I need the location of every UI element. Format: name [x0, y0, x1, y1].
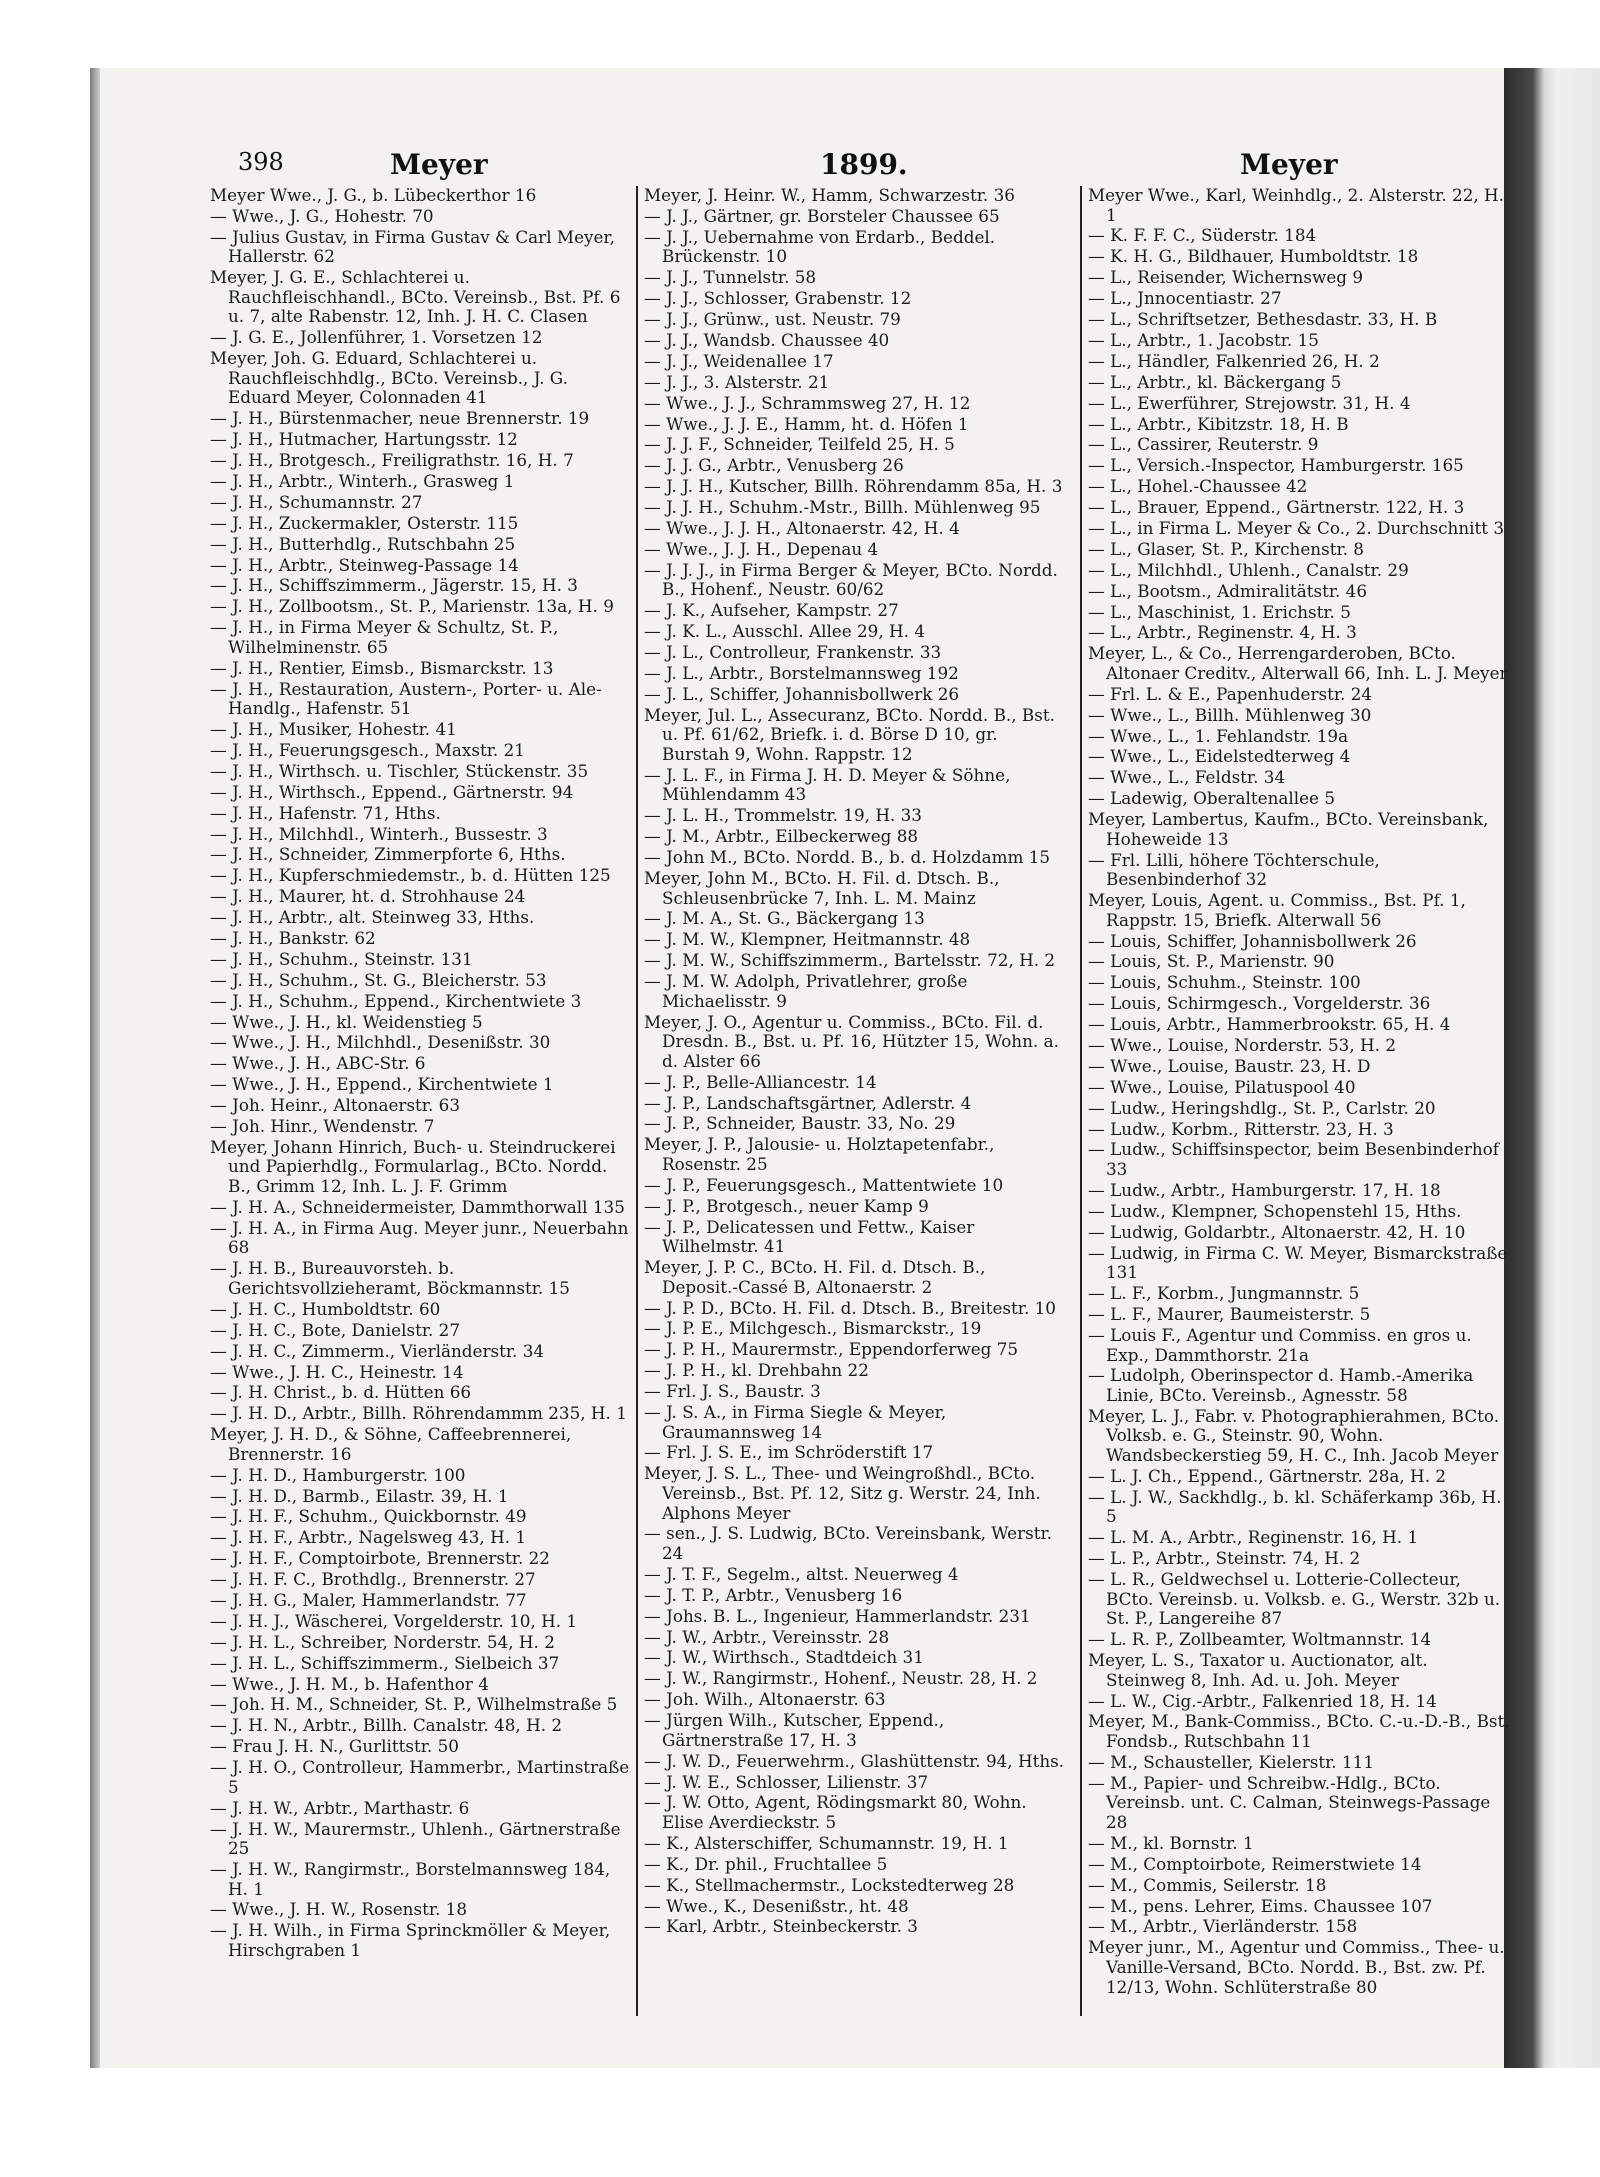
directory-entry: — J. L. H., Trommelstr. 19, H. 33: [644, 805, 922, 826]
directory-entry: — J. J., Gärtner, gr. Borsteler Chaussee 65: [644, 205, 1000, 226]
directory-entry: — J. P. H., Maurermstr., Eppendorferweg 75: [644, 1339, 1019, 1360]
directory-entry: — Wwe., K., Desenißstr., ht. 48: [644, 1895, 909, 1916]
directory-entry: — J. L. F., in Firma J. H. D. Meyer & Söhne, Mühlendamm 43: [644, 764, 1011, 805]
column-divider: [636, 186, 638, 2016]
directory-entry: — J. P. D., BCto. H. Fil. d. Dtsch. B., Breitestr. 10: [644, 1297, 1056, 1318]
directory-entry: — J. P., Landschaftsgärtner, Adlerstr. 4: [644, 1092, 972, 1113]
directory-entry: — L. J. Ch., Eppend., Gärtnerstr. 28a, H. 2: [1088, 1465, 1447, 1486]
directory-entry: Meyer, J. Heinr. W., Hamm, Schwarzestr. 36: [644, 185, 1015, 205]
directory-entry: — J. H. G., Maler, Hammerlandstr. 77: [210, 1590, 527, 1610]
directory-entry: — J. K. L., Ausschl. Allee 29, H. 4: [644, 621, 926, 642]
directory-entry: Meyer, Joh. G. Eduard, Schlachterei u. Rauchfleischhdlg., BCto. Vereinsb., J. G. Eduard Meyer, Colonnaden 41: [210, 348, 568, 408]
directory-entry: — Frl. L. & E., Papenhuderstr. 24: [1088, 683, 1373, 704]
directory-entry: — J. H. F. C., Brothdlg., Brennerstr. 27: [210, 1569, 536, 1590]
directory-entry: — J. W. D., Feuerwehrm., Glashüttenstr. 94, Hths.: [644, 1750, 1065, 1771]
directory-entry: — Jürgen Wilh., Kutscher, Eppend., Gärtnerstraße 17, H. 3: [644, 1710, 945, 1750]
directory-entry: — L., Arbtr., 1. Jacobstr. 15: [1088, 329, 1319, 350]
directory-entry: — Wwe., J. H., Milchhdl., Desenißstr. 30: [210, 1032, 551, 1053]
directory-entry: — Louis, Arbtr., Hammerbrookstr. 65, H. 4: [1088, 1014, 1451, 1035]
directory-entry: — J. H., Hafenstr. 71, Hths.: [210, 802, 441, 823]
directory-entry: — Wwe., J. H., kl. Weidenstieg 5: [210, 1011, 483, 1032]
directory-entry: — M., Comptoirbote, Reimerstwiete 14: [1088, 1853, 1422, 1874]
directory-entry: — K., Dr. phil., Fruchtallee 5: [644, 1853, 888, 1874]
directory-entry: — Wwe., L., Billh. Mühlenweg 30: [1088, 704, 1372, 725]
directory-entry: — J. P., Feuerungsgesch., Mattentwiete 10: [644, 1174, 1004, 1195]
directory-entry: — L. M. A., Arbtr., Reginenstr. 16, H. 1: [1088, 1527, 1419, 1548]
directory-entry: — L., Jnnocentiastr. 27: [1088, 288, 1282, 309]
directory-entry: — J. H., Rentier, Eimsb., Bismarckstr. 13: [210, 657, 554, 678]
directory-entry: — K., Alsterschiffer, Schumannstr. 19, H. 1: [644, 1832, 1009, 1853]
directory-entry: — Joh. H. M., Schneider, St. P., Wilhelmstraße 5: [210, 1694, 618, 1715]
directory-entry: — J. H. C., Humboldtstr. 60: [210, 1298, 441, 1319]
directory-entry: — Julius Gustav, in Firma Gustav & Carl Meyer, Hallerstr. 62: [210, 226, 615, 267]
directory-entry: — Louis, Schuhm., Steinstr. 100: [1088, 972, 1361, 993]
directory-entry: — J. J. G., Arbtr., Venusberg 26: [644, 455, 904, 476]
directory-entry: — Ludw., Korbm., Ritterstr. 23, H. 3: [1088, 1118, 1394, 1139]
directory-entry: — J. H., Bankstr. 62: [210, 927, 376, 948]
directory-entry: — L. P., Arbtr., Steinstr. 74, H. 2: [1088, 1548, 1361, 1569]
directory-entry: — J. J. J., in Firma Berger & Meyer, BCto. Nordd. B., Hohenf., Neustr. 60/62: [644, 559, 1058, 600]
directory-entry: — Louis F., Agentur und Commiss. en gros u. Exp., Dammthorstr. 21a: [1088, 1324, 1472, 1365]
directory-entry: — L., Glaser, St. P., Kirchenstr. 8: [1088, 538, 1364, 559]
directory-entry: — M., Commis, Seilerstr. 18: [1088, 1874, 1327, 1895]
directory-entry: — J. L., Arbtr., Borstelmannsweg 192: [644, 662, 959, 683]
directory-entry: — J. M., Arbtr., Eilbeckerweg 88: [644, 826, 919, 847]
directory-entry: — J. J., Tunnelstr. 58: [644, 267, 817, 288]
directory-entry: — J. H., Arbtr., Winterh., Grasweg 1: [210, 470, 515, 491]
directory-entry: — J. J., Wandsb. Chaussee 40: [644, 329, 890, 350]
directory-entry: — J. H. J., Wäscherei, Vorgelderstr. 10, H. 1: [210, 1610, 578, 1631]
directory-entry: — J. J. F., Schneider, Teilfeld 25, H. 5: [644, 434, 955, 455]
directory-entry: — J. W., Rangirmstr., Hohenf., Neustr. 28, H. 2: [644, 1668, 1038, 1689]
directory-entry: — J. H., Bürstenmacher, neue Brennerstr. 19: [210, 408, 590, 429]
page-curl: [1504, 68, 1600, 2068]
directory-entry: — J. G. E., Jollenführer, 1. Vorsetzen 12: [210, 327, 543, 348]
directory-entry: Meyer, John M., BCto. H. Fil. d. Dtsch. B., Schleusenbrücke 7, Inh. L. M. Mainz: [644, 867, 1000, 908]
directory-entry: — J. P. H., kl. Drehbahn 22: [644, 1360, 869, 1381]
directory-entry: — J. H., Schuhm., St. G., Bleicherstr. 53: [210, 969, 547, 990]
directory-entry: — J. H. N., Arbtr., Billh. Canalstr. 48, H. 2: [210, 1715, 563, 1736]
directory-entry: — L., Arbtr., Reginenstr. 4, H. 3: [1088, 622, 1357, 643]
directory-entry: — J. H., Schiffszimmerm., Jägerstr. 15, H. 3: [210, 575, 578, 596]
directory-entry: — L., Maschinist, 1. Erichstr. 5: [1088, 601, 1351, 622]
directory-entry: — J. L., Controlleur, Frankenstr. 33: [644, 642, 942, 662]
directory-entry: — Wwe., Louise, Baustr. 23, H. D: [1088, 1055, 1371, 1076]
directory-entry: Meyer Wwe., J. G., b. Lübeckerthor 16: [210, 185, 537, 205]
directory-entry: — J. H. W., Rangirmstr., Borstelmannsweg 184, H. 1: [210, 1858, 611, 1899]
directory-entry: — J. W., Wirthsch., Stadtdeich 31: [644, 1647, 924, 1668]
directory-column-2: [644, 186, 1066, 1938]
directory-entry: — L. F., Korbm., Jungmannstr. 5: [1088, 1283, 1360, 1304]
directory-entry: — Wwe., L., Feldstr. 34: [1088, 767, 1286, 788]
directory-entry: — J. J., Grünw., ust. Neustr. 79: [644, 309, 901, 330]
directory-entry: Meyer, J. H. D., & Söhne, Caffeebrennerei, Brennerstr. 16: [210, 1424, 572, 1464]
directory-entry: — Wwe., J. J., Schrammsweg 27, H. 12: [644, 392, 971, 413]
directory-entry: — J. M. W., Schiffszimmerm., Bartelsstr. 72, H. 2: [644, 950, 1056, 971]
directory-entry: — L., Brauer, Eppend., Gärtnerstr. 122, H. 3: [1088, 497, 1465, 518]
directory-entry: — Ludw., Klempner, Schopenstehl 15, Hths.: [1088, 1200, 1462, 1221]
directory-entry: Meyer, Lambertus, Kaufm., BCto. Vereinsbank, Hoheweide 13: [1088, 809, 1489, 849]
directory-entry: — Frau J. H. N., Gurlittstr. 50: [210, 1736, 459, 1757]
directory-entry: Meyer, Johann Hinrich, Buch- u. Steindruckerei und Papierhdlg., Formularlag., BCto. Nordd. B., Grimm 12, Inh. L. J. F. Grimm: [210, 1136, 616, 1197]
directory-entry: — J. H. A., in Firma Aug. Meyer junr., Neuerbahn 68: [210, 1217, 629, 1258]
directory-entry: — K. H. G., Bildhauer, Humboldtstr. 18: [1088, 246, 1419, 267]
directory-entry: — Wwe., J. G., Hohestr. 70: [210, 205, 434, 226]
directory-entry: — L., Bootsm., Admiralitätstr. 46: [1088, 580, 1368, 601]
directory-entry: Meyer, L., & Co., Herrengarderoben, BCto. Altonaer Creditv., Alterwall 66, Inh. L. J. Meyer: [1088, 643, 1508, 683]
directory-entry: — M., pens. Lehrer, Eims. Chaussee 107: [1088, 1895, 1433, 1916]
directory-entry: — J. H., Wirthsch., Eppend., Gärtnerstr. 94: [210, 781, 574, 802]
directory-entry: — J. W. E., Schlosser, Lilienstr. 37: [644, 1771, 929, 1792]
directory-entry: — M., Papier- und Schreibw.-Hdlg., BCto. Vereinsb. unt. C. Calman, Steinwegs-Passage 28: [1088, 1772, 1491, 1833]
directory-entry: Meyer, M., Bank-Commiss., BCto. C.-u.-D.-B., Bst. Fondsb., Rutschbahn 11: [1088, 1711, 1510, 1752]
directory-entry: — J. M. W., Klempner, Heitmannstr. 48: [644, 929, 971, 950]
directory-entry: — J. K., Aufseher, Kampstr. 27: [644, 600, 899, 621]
directory-entry: — J. H. W., Maurermstr., Uhlenh., Gärtnerstraße 25: [210, 1818, 621, 1859]
directory-entry: Meyer, J. P. C., BCto. H. Fil. d. Dtsch. B., Deposit.-Cassé B, Altonaerstr. 2: [644, 1257, 986, 1297]
directory-entry: — J. J. H., Schuhm.-Mstr., Billh. Mühlenweg 95: [644, 497, 1041, 518]
directory-entry: — L., Arbtr., kl. Bäckergang 5: [1088, 371, 1342, 392]
directory-entry: — J. H. D., Barmb., Eilastr. 39, H. 1: [210, 1485, 509, 1506]
directory-entry: — L. R., Geldwechsel u. Lotterie-Collecteur, BCto. Vereinsb. u. Volksb. e. G., Werstr. 32b u. St. P., Langereihe 87: [1088, 1569, 1501, 1629]
directory-entry: — J. W. Otto, Agent, Rödingsmarkt 80, Wohn. Elise Averdieckstr. 5: [644, 1792, 1027, 1833]
directory-entry: — Joh. Hinr., Wendenstr. 7: [210, 1116, 435, 1136]
directory-entry: — J. H., Kupferschmiedemstr., b. d. Hütten 125: [210, 865, 611, 886]
directory-entry: — Wwe., L., Eidelstedterweg 4: [1088, 746, 1351, 767]
directory-entry: — J. H., Musiker, Hohestr. 41: [210, 719, 457, 740]
directory-entry: Meyer, Louis, Agent. u. Commiss., Bst. Pf. 1, Rappstr. 15, Briefk. Alterwall 56: [1088, 890, 1466, 930]
directory-entry: — J. H. A., Schneidermeister, Dammthorwall 135: [210, 1196, 625, 1217]
directory-entry: — Ludw., Heringshdlg., St. P., Carlstr. 20: [1088, 1097, 1436, 1118]
directory-column-1: [210, 186, 632, 1962]
directory-entry: — L., Reisender, Wichernsweg 9: [1088, 267, 1364, 288]
directory-entry: — J. L., Schiffer, Johannisbollwerk 26: [644, 683, 960, 704]
directory-entry: — J. H. Wilh., in Firma Sprinckmöller & Meyer, Hirschgraben 1: [210, 1920, 611, 1960]
running-head-left: Meyer: [390, 148, 488, 181]
directory-entry: Meyer, J. O., Agentur u. Commiss., BCto. Fil. d. Dresdn. B., Bst. u. Pf. 16, Hützter 15, Wohn. a. d. Alster 66: [644, 1011, 1059, 1071]
column-divider: [1080, 186, 1082, 2016]
directory-entry: — J. H., Arbtr., alt. Steinweg 33, Hths.: [210, 907, 535, 928]
directory-entry: — Louis, St. P., Marienstr. 90: [1088, 951, 1335, 972]
directory-entry: — J. H. F., Schuhm., Quickbornstr. 49: [210, 1506, 527, 1527]
directory-entry: — Wwe., J. J. E., Hamm, ht. d. Höfen 1: [644, 413, 969, 434]
directory-entry: — Ludwig, Goldarbtr., Altonaerstr. 42, H. 10: [1088, 1221, 1466, 1242]
directory-entry: — Wwe., J. H. W., Rosenstr. 18: [210, 1899, 468, 1920]
directory-entry: — M., Schausteller, Kielerstr. 111: [1088, 1751, 1375, 1772]
directory-entry: — J. H., in Firma Meyer & Schultz, St. P., Wilhelminenstr. 65: [210, 617, 559, 657]
directory-entry: — Wwe., L., 1. Fehlandstr. 19a: [1088, 725, 1349, 746]
directory-entry: — Ludolph, Oberinspector d. Hamb.-Amerika Linie, BCto. Vereinsb., Agnesstr. 58: [1088, 1365, 1474, 1405]
directory-entry: — J. H. W., Arbtr., Marthastr. 6: [210, 1797, 470, 1818]
directory-entry: — J. H., Maurer, ht. d. Strohhause 24: [210, 886, 526, 907]
directory-entry: — K. F. F. C., Süderstr. 184: [1088, 225, 1317, 246]
directory-entry: — J. H. C., Bote, Danielstr. 27: [210, 1319, 461, 1340]
directory-entry: — Karl, Arbtr., Steinbeckerstr. 3: [644, 1916, 918, 1937]
directory-entry: — Frl. J. S., Baustr. 3: [644, 1381, 821, 1402]
directory-entry: — J. H., Arbtr., Steinweg-Passage 14: [210, 554, 519, 575]
directory-entry: — L. R. P., Zollbeamter, Woltmannstr. 14: [1088, 1629, 1432, 1650]
directory-entry: Meyer Wwe., Karl, Weinhdlg., 2. Alsterstr. 22, H. 1: [1088, 185, 1505, 225]
directory-entry: — L., Arbtr., Kibitzstr. 18, H. B: [1088, 413, 1349, 434]
directory-entry: — J. W., Arbtr., Vereinsstr. 28: [644, 1626, 890, 1647]
running-head-right: Meyer: [1240, 148, 1338, 181]
directory-entry: — Ludw., Schiffsinspector, beim Besenbinderhof 33: [1088, 1139, 1499, 1180]
directory-entry: — J. H., Butterhdlg., Rutschbahn 25: [210, 533, 516, 554]
directory-entry: — J. H., Feuerungsgesch., Maxstr. 21: [210, 739, 525, 760]
directory-entry: — Wwe., J. H. C., Heinestr. 14: [210, 1361, 464, 1382]
directory-entry: — J. H. Christ., b. d. Hütten 66: [210, 1382, 472, 1403]
directory-entry: — J. J., Uebernahme von Erdarb., Beddel. Brückenstr. 10: [644, 226, 996, 267]
directory-entry: — J. T. P., Arbtr., Venusberg 16: [644, 1584, 903, 1605]
directory-entry: — Wwe., Louise, Pilatuspool 40: [1088, 1076, 1356, 1097]
directory-entry: — J. M. A., St. G., Bäckergang 13: [644, 908, 925, 929]
directory-entry: — L., Schriftsetzer, Bethesdastr. 33, H. B: [1088, 309, 1438, 330]
directory-entry: — J. J. H., Kutscher, Billh. Röhrendamm 85a, H. 3: [644, 476, 1063, 497]
directory-entry: Meyer, J. S. L., Thee- und Weingroßhdl., BCto. Vereinsb., Bst. Pf. 12, Sitz g. Werstr. 24, Inh. Alphons Meyer: [644, 1463, 1041, 1523]
directory-entry: — J. P. E., Milchgesch., Bismarckstr., 19: [644, 1318, 982, 1339]
directory-entry: — J. H., Brotgesch., Freiligrathstr. 16, H. 7: [210, 450, 574, 471]
directory-entry: — L. F., Maurer, Baumeisterstr. 5: [1088, 1304, 1371, 1325]
directory-entry: — J. J., Weidenallee 17: [644, 350, 834, 371]
directory-entry: — L., Milchhdl., Uhlenh., Canalstr. 29: [1088, 559, 1409, 580]
directory-entry: — L., Cassirer, Reuterstr. 9: [1088, 434, 1319, 455]
directory-entry: — J. H. B., Bureauvorsteh. b. Gerichtsvollzieheramt, Böckmannstr. 15: [210, 1258, 570, 1298]
directory-entry: — Joh. Wilh., Altonaerstr. 63: [644, 1689, 886, 1710]
directory-entry: — J. H., Schneider, Zimmerpforte 6, Hths.: [210, 844, 566, 865]
scan-edge: [90, 68, 100, 2068]
directory-entry: — J. P., Schneider, Baustr. 33, No. 29: [644, 1113, 956, 1134]
directory-entry: — Louis, Schirmgesch., Vorgelderstr. 36: [1088, 993, 1431, 1014]
directory-entry: — J. M. W. Adolph, Privatlehrer, große Michaelisstr. 9: [644, 971, 968, 1011]
directory-entry: — Frl. Lilli, höhere Töchterschule, Besenbinderhof 32: [1088, 849, 1380, 890]
directory-entry: — J. H., Milchhdl., Winterh., Bussestr. 3: [210, 823, 548, 844]
directory-entry: — J. H. L., Schreiber, Norderstr. 54, H. 2: [210, 1631, 555, 1652]
directory-entry: — Louis, Schiffer, Johannisbollwerk 26: [1088, 930, 1417, 951]
directory-entry: — J. H., Zollbootsm., St. P., Marienstr. 13a, H. 9: [210, 596, 614, 617]
year-heading: 1899.: [820, 148, 908, 181]
directory-entry: — L., in Firma L. Meyer & Co., 2. Durchschnitt 3: [1088, 517, 1504, 538]
directory-entry: — J. P., Brotgesch., neuer Kamp 9: [644, 1195, 929, 1216]
directory-entry: Meyer, Jul. L., Assecuranz, BCto. Nordd. B., Bst. u. Pf. 61/62, Briefk. i. d. Börse D 10, gr. Burstah 9, Wohn. Rappstr. 12: [644, 704, 1055, 764]
directory-entry: — J. H. D., Arbtr., Billh. Röhrendammm 235, H. 1: [210, 1403, 627, 1424]
directory-entry: — J. J., Schlosser, Grabenstr. 12: [644, 288, 912, 309]
directory-entry: Meyer junr., M., Agentur und Commiss., Thee- u. Vanille-Versand, BCto. Nordd. B., Bst. zw. Pf. 12/13, Wohn. Schlüterstraße 80: [1088, 1937, 1505, 1997]
directory-entry: — J. H. O., Controlleur, Hammerbr., Martinstraße 5: [210, 1757, 630, 1797]
directory-entry: — J. H., Schuhm., Steinstr. 131: [210, 948, 473, 969]
directory-entry: — Wwe., J. H., Eppend., Kirchentwiete 1: [210, 1074, 554, 1095]
directory-column-3: [1088, 186, 1510, 1998]
directory-entry: — J. H. C., Zimmerm., Vierländerstr. 34: [210, 1340, 545, 1361]
directory-entry: — J. H. L., Schiffszimmerm., Sielbeich 37: [210, 1652, 560, 1673]
directory-entry: — Wwe., Louise, Norderstr. 53, H. 2: [1088, 1035, 1397, 1056]
directory-entry: — L. W., Cig.-Arbtr., Falkenried 18, H. 14: [1088, 1690, 1437, 1711]
directory-entry: — J. J., 3. Alsterstr. 21: [644, 371, 830, 392]
directory-entry: Meyer, L. J., Fabr. v. Photographierahmen, BCto. Volksb. e. G., Steinstr. 90, Wohn. Wandsbeckerstieg 59, H. C., Inh. Jacob Meyer: [1088, 1405, 1500, 1466]
directory-entry: — Ludwig, in Firma C. W. Meyer, Bismarckstraße 131: [1088, 1242, 1508, 1283]
directory-entry: — Joh. Heinr., Altonaerstr. 63: [210, 1095, 460, 1116]
directory-entry: — K., Stellmachermstr., Lockstedterweg 28: [644, 1874, 1015, 1895]
directory-entry: — J. H., Wirthsch. u. Tischler, Stückenstr. 35: [210, 760, 589, 781]
directory-entry: — John M., BCto. Nordd. B., b. d. Holzdamm 15: [644, 847, 1051, 868]
directory-entry: — J. H., Hutmacher, Hartungsstr. 12: [210, 429, 518, 450]
directory-entry: Meyer, J. P., Jalousie- u. Holztapetenfabr., Rosenstr. 25: [644, 1134, 995, 1174]
directory-entry: — Ludw., Arbtr., Hamburgerstr. 17, H. 18: [1088, 1179, 1441, 1200]
directory-entry: Meyer, J. G. E., Schlachterei u. Rauchfleischhandl., BCto. Vereinsb., Bst. Pf. 6 u. 7, alte Rabenstr. 12, Inh. J. H. C. Clasen: [210, 267, 621, 327]
directory-entry: — J. H. D., Hamburgerstr. 100: [210, 1464, 466, 1485]
directory-entry: — Wwe., J. J. H., Altonaerstr. 42, H. 4: [644, 517, 960, 538]
page-number: 398: [238, 148, 284, 176]
directory-entry: — Ladewig, Oberaltenallee 5: [1088, 788, 1335, 809]
directory-entry: — M., kl. Bornstr. 1: [1088, 1832, 1254, 1853]
directory-entry: — L. J. W., Sackhdlg., b. kl. Schäferkamp 36b, H. 5: [1088, 1486, 1502, 1527]
directory-entry: — L., Händler, Falkenried 26, H. 2: [1088, 350, 1380, 371]
directory-entry: — M., Arbtr., Vierländerstr. 158: [1088, 1916, 1358, 1937]
directory-entry: — Wwe., J. J. H., Depenau 4: [644, 538, 879, 559]
directory-entry: — L., Hohel.-Chaussee 42: [1088, 476, 1308, 497]
directory-entry: — L., Versich.-Inspector, Hamburgerstr. 165: [1088, 455, 1464, 476]
directory-entry: — J. S. A., in Firma Siegle & Meyer, Graumannsweg 14: [644, 1401, 947, 1442]
directory-entry: Meyer, L. S., Taxator u. Auctionator, alt. Steinweg 8, Inh. Ad. u. Joh. Meyer: [1088, 1650, 1428, 1690]
directory-entry: — Wwe., J. H., ABC-Str. 6: [210, 1053, 426, 1074]
directory-entry: — Frl. J. S. E., im Schröderstift 17: [644, 1442, 934, 1463]
directory-entry: — J. H. F., Comptoirbote, Brennerstr. 22: [210, 1548, 550, 1569]
directory-entry: — Johs. B. L., Ingenieur, Hammerlandstr. 231: [644, 1605, 1031, 1626]
directory-entry: — sen., J. S. Ludwig, BCto. Vereinsbank, Werstr. 24: [644, 1523, 1053, 1564]
directory-entry: — J. H., Restauration, Austern-, Porter- u. Ale-Handlg., Hafenstr. 51: [210, 678, 602, 719]
directory-entry: — J. H., Schuhm., Eppend., Kirchentwiete 3: [210, 990, 582, 1011]
directory-entry: — J. H., Schumannstr. 27: [210, 491, 423, 512]
directory-entry: — Wwe., J. H. M., b. Hafenthor 4: [210, 1673, 489, 1694]
directory-entry: — J. P., Delicatessen und Fettw., Kaiser Wilhelmstr. 41: [644, 1216, 975, 1257]
directory-entry: — J. H. F., Arbtr., Nagelsweg 43, H. 1: [210, 1527, 527, 1548]
directory-entry: — L., Ewerführer, Strejowstr. 31, H. 4: [1088, 392, 1411, 413]
directory-entry: — J. P., Belle-Alliancestr. 14: [644, 1071, 877, 1092]
directory-entry: — J. T. F., Segelm., altst. Neuerweg 4: [644, 1563, 959, 1584]
directory-entry: — J. H., Zuckermakler, Osterstr. 115: [210, 512, 519, 533]
